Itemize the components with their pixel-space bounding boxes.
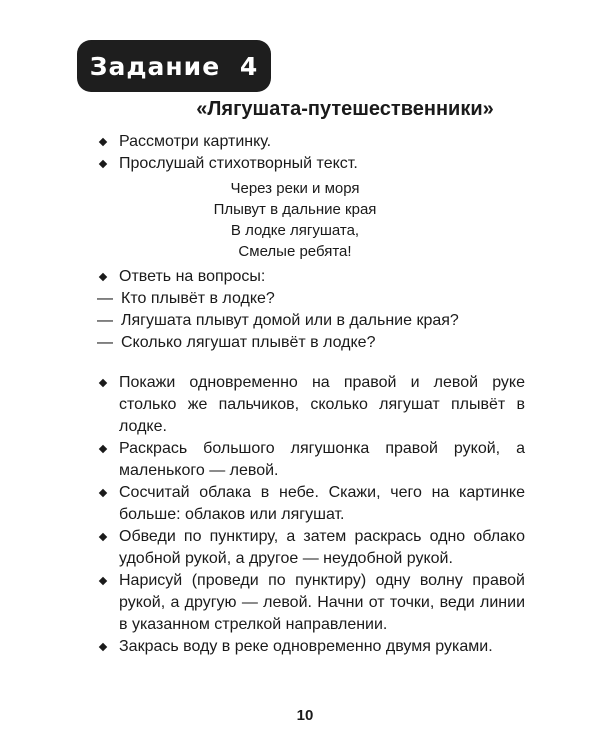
questions-list (97, 288, 459, 354)
question-item: — Кто плывёт в лодке? (97, 288, 459, 310)
bullet-diamond-icon (99, 273, 107, 281)
bullet-diamond-icon (99, 160, 107, 168)
dash-mark: — (97, 290, 113, 307)
questions-lead (100, 266, 265, 288)
tasks-list (100, 372, 525, 658)
bullet-diamond-icon (99, 489, 107, 497)
bullet-diamond-icon (99, 533, 107, 541)
bullet-diamond-icon (99, 577, 107, 585)
list-item: Сосчитай облака в небе. Скажи, чего на картинке больше: облаков или лягушат. (100, 482, 525, 526)
page-number: 10 (296, 707, 314, 724)
dash-mark: — (97, 334, 113, 351)
poem (195, 178, 395, 262)
list-item: Покажи одновременно на правой и левой руке столько же пальчиков, сколько лягушат плывёт в лодке. (100, 372, 525, 438)
list-item: Ответь на вопросы: (100, 266, 265, 288)
dash-mark: — (97, 312, 113, 329)
list-item: Прослушай стихотворный текст. (100, 153, 358, 175)
bullet-diamond-icon (99, 643, 107, 651)
question-item: — Лягушата плывут домой или в дальние края? (97, 310, 459, 332)
task-number-label: Задание 4 (89, 51, 259, 81)
poem-line: Смелые ребята! (238, 243, 352, 260)
poem-line: Через реки и моря (230, 180, 360, 197)
list-item: Раскрась большого лягушонка правой рукой, а маленького — левой. (100, 438, 525, 482)
list-item: Рассмотри картинку. (100, 131, 358, 153)
intro-list (100, 131, 358, 175)
bullet-diamond-icon (99, 138, 107, 146)
poem-line: Плывут в дальние края (213, 201, 377, 218)
task-number-badge (77, 40, 271, 92)
bullet-diamond-icon (99, 445, 107, 453)
bullet-diamond-icon (99, 379, 107, 387)
list-item: Закрась воду в реке одновременно двумя руками. (100, 636, 525, 658)
list-item: Нарисуй (проведи по пунктиру) одну волну правой рукой, а другую — левой. Начни от точки, веди линии в указанном стрелкой направлении. (100, 570, 525, 636)
question-item: — Сколько лягушат плывёт в лодке? (97, 332, 459, 354)
poem-line: В лодке лягушата, (230, 222, 360, 239)
task-title: «Лягушата-путешественники» (196, 98, 494, 120)
list-item: Обведи по пунктиру, а затем раскрась одно облако удобной рукой, а другое — неудобной рукой. (100, 526, 525, 570)
